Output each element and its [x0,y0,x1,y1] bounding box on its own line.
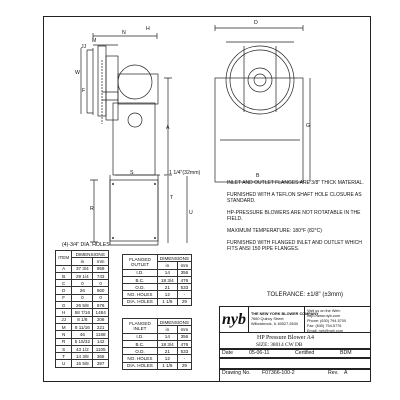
table-row: H 58 7/16 1484 [56,309,109,316]
dim-label-f: F [82,88,86,94]
revision-value: A [344,370,348,376]
date-value: 05-06-11 [249,350,270,356]
table-row: JJ 8 1/8 206 [56,316,109,323]
table-header: ITEM [56,251,72,266]
table-header: mm [177,262,191,269]
table-header: DIMENSIONS [157,319,191,326]
table-row: N 46 1168 [56,331,109,338]
note-item: FURNISHED WITH FLANGED INLET AND OUTLET WHICH FITS ANSI 150 PIPE FLANGES. [227,240,362,252]
table-row: S 43 1/2 1105 [56,345,109,352]
holes-note: (4)-3/4" DIA. HOLES [62,242,110,248]
table-header: FLANGED INLET [123,319,158,334]
company-address-2: Willowbrook, IL 60527-5530 [251,322,298,326]
table-row: O.D. 21 533 [123,284,192,291]
date-label: Date [222,350,233,356]
drawing-number: F07366-100-2 [262,370,295,376]
certified-label: Certified [295,350,315,356]
dim-label-m: M [92,38,97,44]
table-header: FLANGED OUTLET [123,255,158,270]
web-url[interactable]: http://www.nyb.com [307,314,340,318]
table-row: R 5 15/32 142 [56,338,109,345]
dim-label-u: U [189,210,193,216]
table-row: U 15 5/8 397 [56,360,109,367]
dim-label-g: G [306,123,311,129]
dim-label-b: B [256,173,260,179]
note-item: FURNISHED WITH A TEFLON SHAFT HOLE CLOSURE AS STANDARD. [227,192,362,204]
table-row: I.D. 14 356 [123,333,192,340]
note-item: MAXIMUM TEMPERATURE: 180°F (82°C) [227,228,322,234]
table-row: G 26 5/8 676 [56,302,109,309]
table-row: D 26 660 [56,287,109,294]
table-row: M 8 11/16 221 [56,323,109,330]
dim-label-s: S [130,170,134,176]
table-row: F 0 0 [56,294,109,301]
table-header: mm [93,258,109,265]
drawing-number-label: Drawing No. [222,370,251,376]
drawing-title: HP Pressure Blower A4 [257,335,314,341]
table-row: B 29 1/4 743 [56,272,109,279]
dim-label-r: R [90,206,94,212]
company-name: THE NEW YORK BLOWER COMPANY [251,312,319,316]
tolerance-note: TOLERANCE: ±1/8" (±3mm) [267,292,343,298]
table-header: in [157,326,177,333]
note-item: HP-PRESSURE BLOWERS ARE NOT ROTATABLE IN THE FIELD. [227,210,361,222]
nyb-logo: nyb [222,311,246,328]
dim-label-h: H [146,26,150,32]
table-header: DIMENSIONS [157,255,191,262]
email-address[interactable]: Email: nyb@nyb.com [307,329,343,333]
date-divider [219,357,371,359]
table-row: C 0 0 [56,280,109,287]
table-row: I.D. 14 356 [123,269,192,276]
shaft-note: 1 1/4"(32mm) [169,170,201,176]
table-header: mm [177,326,191,333]
table-row: B.C. 18 3/4 476 [123,340,192,347]
dim-label-w: W [75,70,80,76]
company-address-1: 7660 Quincy Street [251,317,284,321]
revision-label: Rev. [328,370,339,376]
note-item: INLET AND OUTLET FLANGES ARE 3/8" THICK MATERIAL. [227,180,364,186]
dim-label-jj: JJ [81,44,87,50]
notes-block [227,180,367,258]
table-row: O.D. 21 533 [123,348,192,355]
phone-number: Phone: (630) 794-5700 [307,319,347,323]
table-row: DIA. HOLES 1 1/8 29 [123,362,192,369]
dim-label-n: N [122,30,126,36]
fax-number: Fax: (630) 794-5776 [307,324,342,328]
table-row: DIA. HOLES 1 1/8 29 [123,298,192,305]
flanged-inlet-table [122,318,192,370]
table-row: T 14 3/8 365 [56,353,109,360]
dim-label-t: T [170,195,174,201]
flanged-outlet-table [122,254,192,306]
dim-label-d: D [254,20,258,26]
web-label: Visit us on the Web: [307,309,341,313]
table-row: A 37 3/4 959 [56,265,109,272]
item-dimensions-table [55,250,109,368]
drawing-size: SIZE: 38014 CW DB [256,342,303,348]
table-row: NO. HOLES 12 - [123,291,192,298]
certified-value: BDM [340,350,352,356]
dim-label-a: A [166,125,170,131]
table-row: NO. HOLES 12 - [123,355,192,362]
table-row: B.C. 18 3/4 476 [123,276,192,283]
table-header: DIMENSIONS [72,251,109,258]
table-header: in [72,258,93,265]
table-header: in [157,262,177,269]
